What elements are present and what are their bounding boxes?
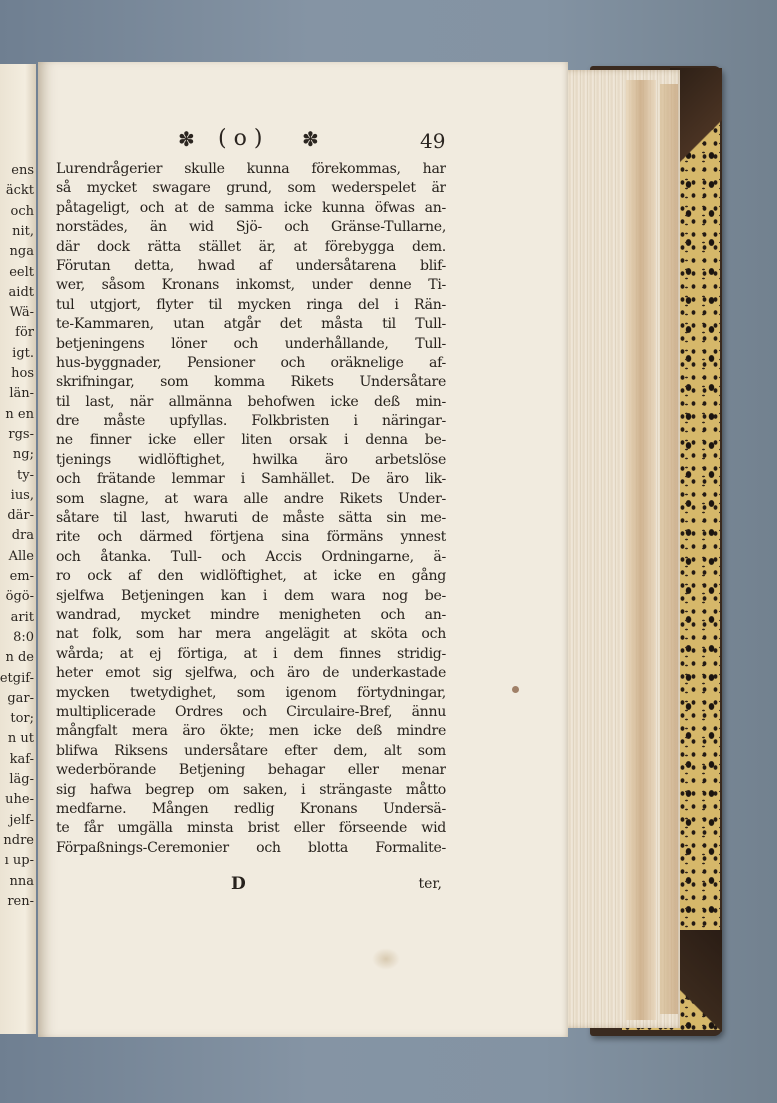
previous-page-text-fragment: dra xyxy=(11,528,34,544)
text-line: Förutan detta, hwad af undersåtarena blif- xyxy=(56,257,446,274)
signature-mark: D xyxy=(231,874,246,894)
text-line: blifwa Riksens undersåtare efter dem, alt som xyxy=(56,742,446,759)
floral-ornament-icon: ✽ xyxy=(178,127,195,151)
previous-page-text-fragment: igt. xyxy=(12,345,34,361)
text-line: mycken twetydighet, som igenom förtydningar, xyxy=(56,684,446,701)
text-line: Lurendrågerier skulle kunna förekommas, har xyxy=(56,161,446,177)
text-line: wårda; at ej förtiga, at i dem finnes stridig- xyxy=(56,645,446,662)
previous-page-text-fragment: n de xyxy=(5,650,34,666)
previous-page-text-fragment: tor; xyxy=(10,711,34,727)
previous-page-text-fragment: jelf- xyxy=(9,812,34,828)
previous-page-text-fragment: ius, xyxy=(10,487,34,503)
page-edges-tone-2 xyxy=(660,84,678,1014)
previous-page-text-fragment: Alle xyxy=(8,548,34,564)
previous-page-text-fragment: gar- xyxy=(7,690,34,706)
text-line: norstädes, än wid Sjö- och Gränse-Tullarne, xyxy=(56,219,446,236)
previous-page-text-fragment: ng; xyxy=(12,447,34,463)
text-line: Förpaßnings-Ceremonier och blotta Formalite- xyxy=(56,839,446,856)
page-mark: ( o ) xyxy=(218,126,263,151)
previous-page-text-fragment: äckt xyxy=(5,183,34,199)
previous-page-text-fragment: ens xyxy=(11,163,34,178)
previous-page-text-fragment: ren- xyxy=(7,893,34,909)
previous-page-text-fragment: ı up- xyxy=(4,853,34,869)
previous-page-text-fragment: ögö- xyxy=(5,589,34,605)
text-line: te-Kammaren, utan atgår det måsta til Tull- xyxy=(56,316,446,333)
page-edges-tone xyxy=(626,80,656,1020)
text-line: påtageligt, och at de samma icke kunna öfwas an- xyxy=(56,199,446,216)
previous-page-text-fragment: län- xyxy=(9,386,34,402)
previous-page-text-fragment: n ut xyxy=(7,731,34,747)
page-body-text xyxy=(56,160,446,858)
previous-page-fragment xyxy=(0,64,36,1034)
text-line: såtare til last, hwaruti de måste sätta sin me- xyxy=(56,510,446,527)
previous-page-text-fragment: läg- xyxy=(9,772,34,787)
paper-stain xyxy=(372,948,400,970)
page-header xyxy=(178,126,458,154)
previous-page-text-fragment: för xyxy=(15,325,34,341)
previous-page-text-fragment: n en xyxy=(5,406,34,422)
previous-page-text-fragment: där- xyxy=(7,508,34,524)
text-line: och frätande lemmar i Samhället. De äro lik- xyxy=(56,471,446,488)
previous-page-text-fragment: uhe- xyxy=(5,792,34,808)
previous-page-text-fragment: hos xyxy=(11,366,34,381)
text-line: rite och därmed förtjena sina förmäns ynnest xyxy=(56,529,446,546)
text-line: medfarne. Mången redlig Kronans Undersä- xyxy=(56,800,446,817)
text-line: hus-byggnader, Pensioner och oräknelige af- xyxy=(56,354,446,371)
previous-page-text-fragment: nit, xyxy=(12,223,34,239)
previous-page-text-fragment: ty- xyxy=(17,467,34,483)
previous-page-text-fragment: eelt xyxy=(9,264,34,280)
text-line: ne finner icke eller liten orsak i denna be- xyxy=(56,432,446,449)
previous-page-text-fragment: rgs- xyxy=(8,426,34,442)
previous-page-text-fragment: Wä- xyxy=(9,305,34,321)
paper-spot xyxy=(512,686,519,693)
text-line: sig hafwa begrep om saken, i strängaste måtto xyxy=(56,781,446,798)
text-line: så mycket swagare grund, som wederspelet är xyxy=(56,180,446,197)
text-line: heter emot sig sjelfwa, och äro de underkastade xyxy=(56,665,446,682)
text-line: betjeningens löner och underhållande, Tull- xyxy=(56,335,446,352)
text-line: til last, när allmänna behofwen icke deß min- xyxy=(56,393,446,410)
previous-page-text-fragment: arit xyxy=(10,609,34,625)
text-line: wederbörande Betjening behagar eller menar xyxy=(56,762,446,779)
previous-page-text-fragment: nga xyxy=(9,244,34,260)
text-line: ro ock af den widlöftighet, at icke en gång xyxy=(56,568,446,585)
floral-ornament-icon: ✽ xyxy=(302,127,319,151)
text-line: där dock rätta stället är, at förebygga dem. xyxy=(56,238,446,255)
text-line: wandrad, mycket mindre menigheten och an- xyxy=(56,606,446,623)
text-line: nat folk, som har mera angelägit at sköta och xyxy=(56,626,446,643)
text-line: wer, såsom Kronans inkomst, under denne Ti- xyxy=(56,277,446,294)
text-line: te får umgälla minsta brist eller förseende wid xyxy=(56,820,446,837)
catchword: ter, xyxy=(418,876,442,892)
previous-page-text-fragment: 8:0 xyxy=(13,629,34,645)
text-line: som slagne, at wara alle andre Rikets Under- xyxy=(56,490,446,507)
previous-page-text-fragment: em- xyxy=(9,569,34,584)
text-line: tjenings widlöftighet, hwilka äro arbetslöse xyxy=(56,451,446,468)
text-line: dre måste upfyllas. Folkbristen i näringar- xyxy=(56,413,446,430)
text-line: skrifningar, som komma Rikets Undersåtare xyxy=(56,374,446,391)
page-number: 49 xyxy=(420,129,446,153)
previous-page-text-fragment: nna xyxy=(9,873,34,889)
previous-page-text-fragment: etgif- xyxy=(0,670,34,686)
text-line: multiplicerade Ordres och Circulaire-Bref, ännu xyxy=(56,703,446,720)
previous-page-text-fragment: och xyxy=(10,203,34,219)
text-line: sjelfwa Betjeningen kan i dem wara nog be- xyxy=(56,587,446,604)
text-line: tul utgjort, flyter til mycken ringa del i Rän- xyxy=(56,296,446,313)
previous-page-text-fragment: aidt xyxy=(8,284,34,300)
previous-page-text-fragment: kaf- xyxy=(9,751,34,767)
previous-page-text-fragment: ndre xyxy=(3,832,34,848)
page-footer xyxy=(56,872,446,896)
text-line: mångfalt mera äro ökte; men icke deß mindre xyxy=(56,723,446,740)
text-line: och åtanka. Tull- och Accis Ordningarne, ä- xyxy=(56,548,446,565)
